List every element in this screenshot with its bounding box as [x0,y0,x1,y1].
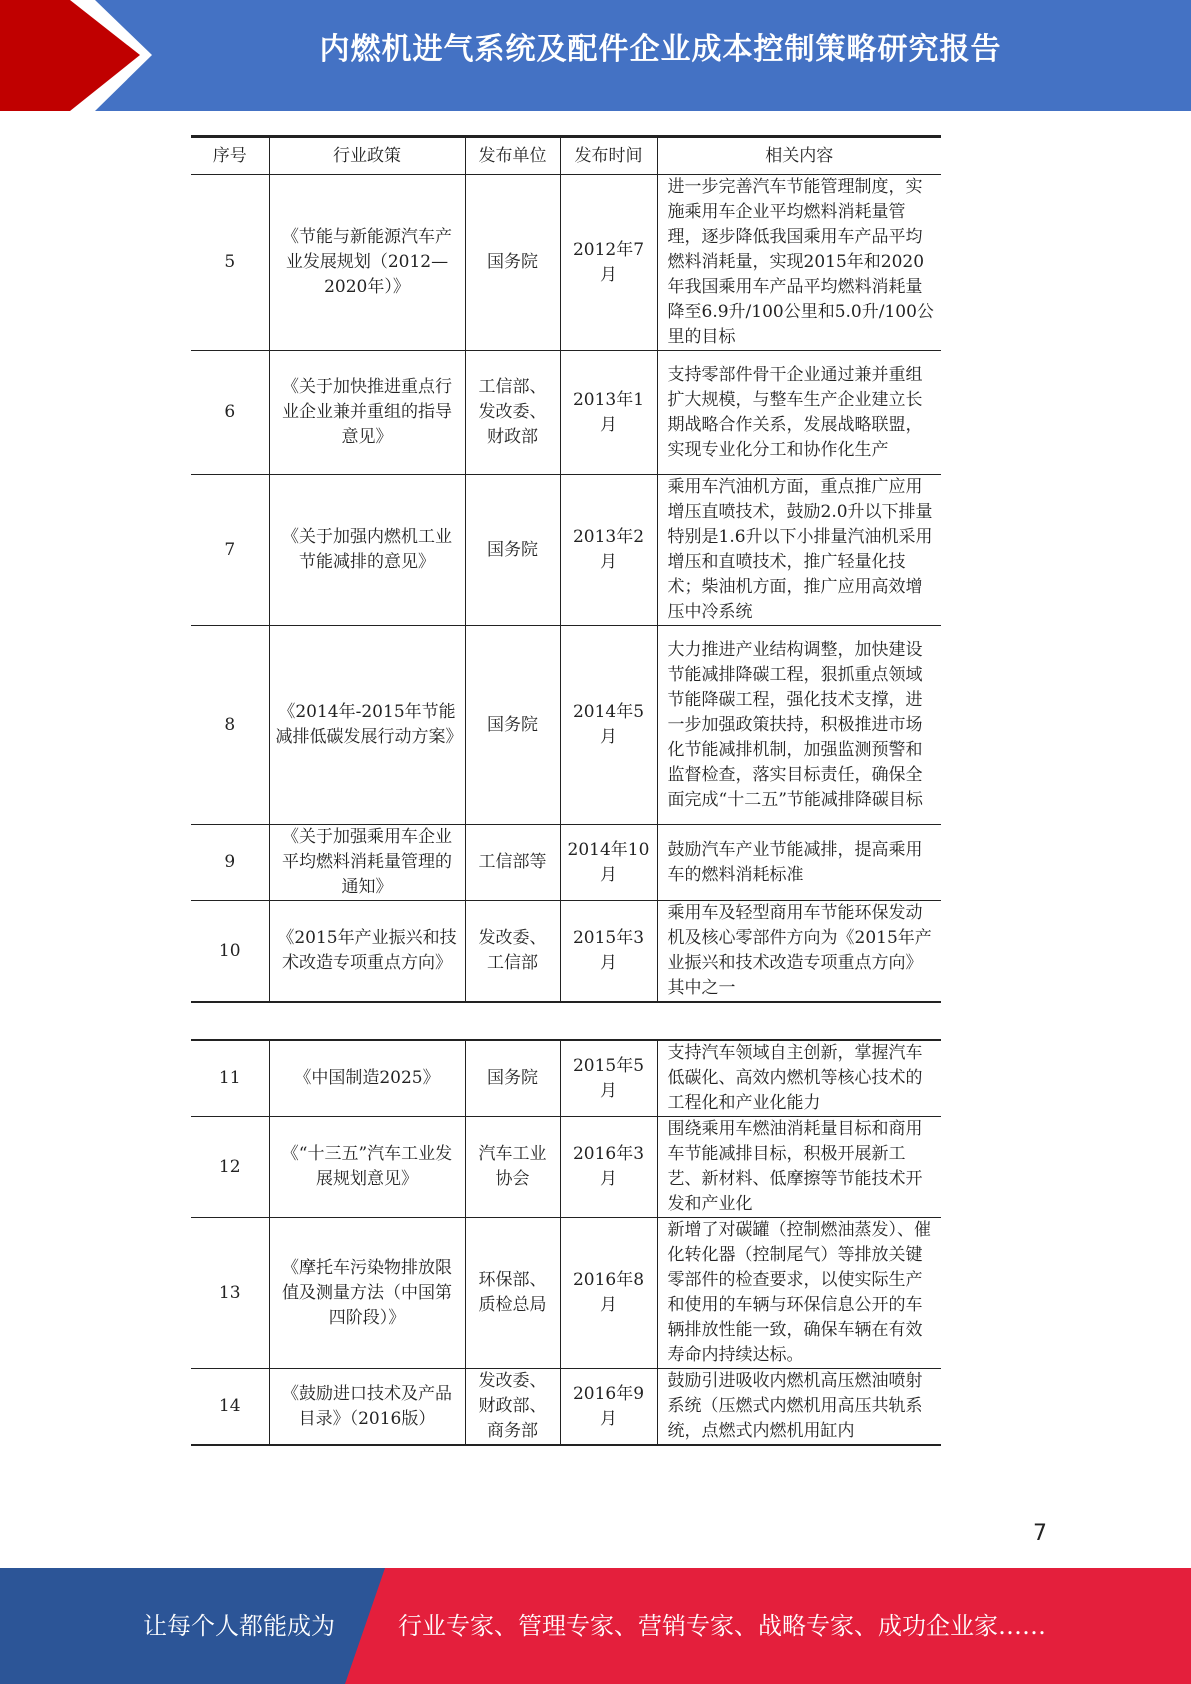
row-content: 新增了对碳罐（控制燃油蒸发）、催化转化器（控制尾气）等排放关键零部件的检查要求，以使实际生产和使用的车辆与环保信息公开的车辆排放性能一致，确保车辆在有效寿命内持续达标。 [657,1218,941,1369]
row-no: 6 [191,351,269,475]
table-header-row [191,137,941,175]
table-row [191,1117,941,1218]
row-date: 2016年8月 [560,1218,657,1369]
row-content: 乘用车汽油机方面，重点推广应用增压直喷技术，鼓励2.0升以下排量特别是1.6升以下小排量汽油机采用增压和直喷技术，推广轻量化技术；柴油机方面，推广应用高效增压中冷系统 [657,475,941,626]
footer-slogan-right: 行业专家、管理专家、营销专家、战略专家、成功企业家…… [398,1612,1046,1640]
row-content: 乘用车及轻型商用车节能环保发动机及核心零部件方向为《2015年产业振兴和技术改造专项重点方向》其中之一 [657,901,941,1003]
footer-slogan-left: 让每个人都能成为 [143,1612,335,1640]
row-date: 2013年2月 [560,475,657,626]
row-policy: 《2015年产业振兴和技术改造专项重点方向》 [269,901,465,1003]
table-row [191,175,941,351]
row-date: 2016年3月 [560,1117,657,1218]
row-no: 9 [191,825,269,901]
header-policy: 行业政策 [269,137,465,175]
row-content: 围绕乘用车燃油消耗量目标和商用车节能减排目标，积极开展新工艺、新材料、低摩擦等节能技术开发和产业化 [657,1117,941,1218]
row-content: 支持汽车领域自主创新，掌握汽车低碳化、高效内燃机等核心技术的工程化和产业化能力 [657,1040,941,1117]
policy-table-part-2 [191,1039,941,1446]
row-policy: 《“十三五”汽车工业发展规划意见》 [269,1117,465,1218]
row-policy: 《2014年-2015年节能减排低碳发展行动方案》 [269,626,465,825]
header-issuer: 发布单位 [465,137,560,175]
row-no: 11 [191,1040,269,1117]
policy-table-part-1 [191,135,941,1003]
row-content: 进一步完善汽车节能管理制度，实施乘用车企业平均燃料消耗量管理，逐步降低我国乘用车产品平均燃料消耗量，实现2015年和2020年我国乘用车产品平均燃料消耗量降至6.9升/100公里和5.0升/100公里的目标 [657,175,941,351]
table-row [191,825,941,901]
row-content: 支持零部件骨干企业通过兼并重组扩大规模，与整车生产企业建立长期战略合作关系，发展战略联盟，实现专业化分工和协作化生产 [657,351,941,475]
row-no: 10 [191,901,269,1003]
row-date: 2014年10月 [560,825,657,901]
row-date: 2015年3月 [560,901,657,1003]
row-issuer: 国务院 [465,175,560,351]
row-date: 2015年5月 [560,1040,657,1117]
header-date: 发布时间 [560,137,657,175]
row-policy: 《关于加强乘用车企业平均燃料消耗量管理的通知》 [269,825,465,901]
row-policy: 《中国制造2025》 [269,1040,465,1117]
row-no: 8 [191,626,269,825]
table-row [191,1040,941,1117]
row-content: 鼓励汽车产业节能减排，提高乘用车的燃料消耗标准 [657,825,941,901]
table-row [191,475,941,626]
row-issuer: 发改委、财政部、商务部 [465,1369,560,1446]
header-content: 相关内容 [657,137,941,175]
row-date: 2013年1月 [560,351,657,475]
row-issuer: 工信部等 [465,825,560,901]
table-row [191,1369,941,1446]
report-title: 内燃机进气系统及配件企业成本控制策略研究报告 [319,32,1002,67]
row-policy: 《鼓励进口技术及产品目录》（2016版） [269,1369,465,1446]
page-number: 7 [1033,1521,1047,1546]
row-date: 2014年5月 [560,626,657,825]
row-policy: 《节能与新能源汽车产业发展规划（2012—2020年）》 [269,175,465,351]
row-policy: 《摩托车污染物排放限值及测量方法（中国第四阶段）》 [269,1218,465,1369]
table-row [191,351,941,475]
row-issuer: 汽车工业协会 [465,1117,560,1218]
row-issuer: 国务院 [465,626,560,825]
header-arrow-icon [0,0,140,111]
row-no: 7 [191,475,269,626]
row-issuer: 工信部、发改委、财政部 [465,351,560,475]
row-date: 2016年9月 [560,1369,657,1446]
row-policy: 《关于加强内燃机工业节能减排的意见》 [269,475,465,626]
row-content: 鼓励引进吸收内燃机高压燃油喷射系统（压燃式内燃机用高压共轨系统，点燃式内燃机用缸内 [657,1369,941,1446]
row-issuer: 国务院 [465,1040,560,1117]
table-row [191,901,941,1003]
row-date: 2012年7月 [560,175,657,351]
page-footer [0,1568,1191,1684]
row-issuer: 环保部、质检总局 [465,1218,560,1369]
page-header [0,0,1191,111]
table-row [191,1218,941,1369]
row-no: 12 [191,1117,269,1218]
row-no: 5 [191,175,269,351]
header-no: 序号 [191,137,269,175]
row-no: 14 [191,1369,269,1446]
row-policy: 《关于加快推进重点行业企业兼并重组的指导意见》 [269,351,465,475]
row-issuer: 国务院 [465,475,560,626]
row-issuer: 发改委、工信部 [465,901,560,1003]
row-content: 大力推进产业结构调整，加快建设节能减排降碳工程，狠抓重点领域节能降碳工程，强化技术支撑，进一步加强政策扶持，积极推进市场化节能减排机制，加强监测预警和监督检查，落实目标责任，确保全面完成“十二五”节能减排降碳目标 [657,626,941,825]
row-no: 13 [191,1218,269,1369]
table-row [191,626,941,825]
